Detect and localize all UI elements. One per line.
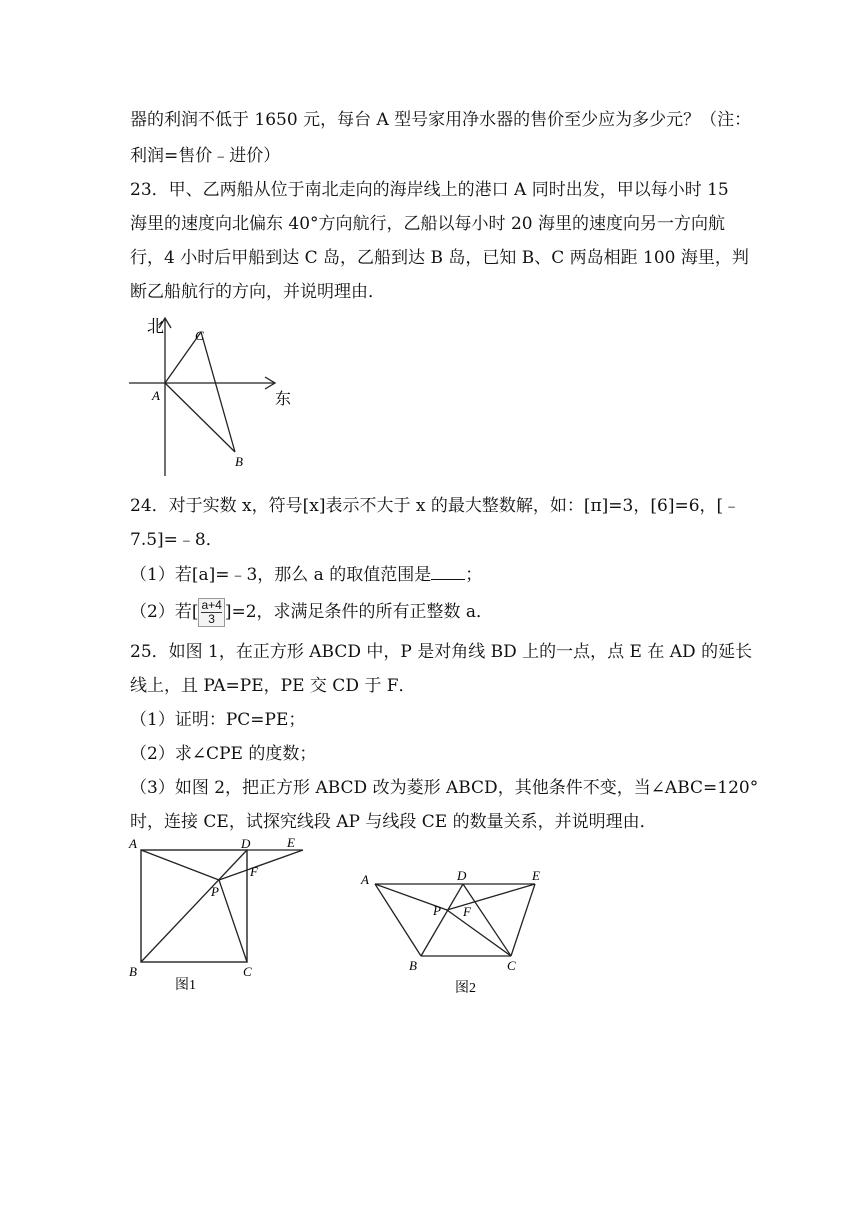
q25-part-3: （3）如图 2，把正方形 ABCD 改为菱形 ABCD，其他条件不变，当∠ABC=120°	[130, 778, 759, 798]
q23-text-line-1: 23．甲、乙两船从位于南北走向的海岸线上的港口 A 同时出发，甲以每小时 15	[130, 180, 729, 200]
fig1-label-p: P	[211, 884, 219, 899]
q23-text-line-3: 行，4 小时后甲船到达 C 岛，乙船到达 B 岛，已知 B、C 两岛相距 100 海里，判	[130, 248, 749, 268]
q25-part-3-cont: 时，连接 CE，试探究线段 AP 与线段 CE 的数量关系，并说明理由．	[130, 812, 657, 832]
q23-text-line-2: 海里的速度向北偏东 40°方向航行，乙船以每小时 20 海里的速度向另一方向航	[130, 214, 725, 234]
segment-ce	[511, 884, 535, 956]
q24-part-1	[130, 563, 482, 587]
fig1-label-f: F	[250, 864, 258, 879]
fraction	[198, 598, 224, 627]
q24-part-2-end: ]=2，求满足条件的所有正整数 a．	[224, 602, 494, 622]
north-label: 北	[147, 317, 164, 336]
point-b-label: B	[235, 454, 243, 469]
q25-figure-2	[355, 860, 555, 1000]
fig1-caption: 图1	[175, 978, 196, 992]
fig2-label-p: P	[433, 903, 441, 918]
segment-pc	[219, 880, 247, 962]
point-c-label: C	[195, 328, 204, 343]
q24-text-line-1: 24．对于实数 x，符号[x]表示不大于 x 的最大整数解，如：[π]=3，[6]=6，[﹣	[130, 496, 741, 516]
q23-text-line-4: 断乙船航行的方向，并说明理由．	[130, 282, 385, 302]
segment-ab	[375, 884, 421, 956]
q24-part-2-text: （2）若[	[130, 602, 199, 622]
fig1-label-c: C	[243, 964, 252, 979]
fig2-caption: 图2	[455, 981, 476, 996]
q23-figure	[125, 310, 295, 480]
q25-text-line-1: 25．如图 1，在正方形 ABCD 中，P 是对角线 BD 上的一点，点 E 在 AD 的延长	[130, 642, 753, 662]
q25-part-2: （2）求∠CPE 的度数；	[130, 744, 317, 764]
fig2-label-d: D	[457, 868, 467, 883]
segment-pc	[447, 910, 511, 956]
fig2-label-f: F	[463, 904, 471, 919]
segment-cb	[201, 332, 235, 452]
q24-part-2	[130, 598, 493, 627]
segment-pe	[219, 850, 303, 880]
q22-text-line-2: 利润=售价﹣进价）	[130, 146, 281, 166]
fig2-label-e: E	[532, 868, 540, 883]
point-a-label: A	[152, 388, 160, 403]
diagonal-bd	[141, 850, 247, 962]
answer-blank	[431, 579, 465, 580]
q24-text-line-2: 7.5]=﹣8．	[130, 530, 223, 550]
fraction-denominator: 3	[208, 612, 215, 626]
segment-ab	[165, 383, 235, 452]
segment-ap	[141, 850, 219, 880]
segment-cd	[463, 884, 511, 956]
fraction-numerator: a+4	[201, 598, 222, 612]
q24-part-1-text: （1）若[a]=﹣3，那么 a 的取值范围是	[130, 565, 432, 585]
fig2-label-c: C	[507, 958, 516, 973]
east-label: 东	[275, 391, 292, 408]
q25-part-1: （1）证明：PC=PE；	[130, 710, 306, 730]
q25-text-line-2: 线上，且 PA=PE，PE 交 CD 于 F．	[130, 676, 416, 696]
fig1-label-e: E	[287, 835, 295, 850]
q22-text-line-1: 器的利润不低于 1650 元，每台 A 型号家用净水器的售价至少应为多少元？（注：	[130, 110, 752, 130]
q25-figure-1	[125, 832, 315, 992]
fig2-label-b: B	[409, 958, 417, 973]
fig1-label-d: D	[241, 836, 251, 851]
diagonal-bd	[421, 884, 463, 956]
fig2-label-a: A	[361, 872, 369, 887]
q24-part-1-end: ；	[465, 565, 483, 585]
fig1-label-a: A	[129, 836, 137, 851]
fig1-label-b: B	[129, 964, 137, 979]
